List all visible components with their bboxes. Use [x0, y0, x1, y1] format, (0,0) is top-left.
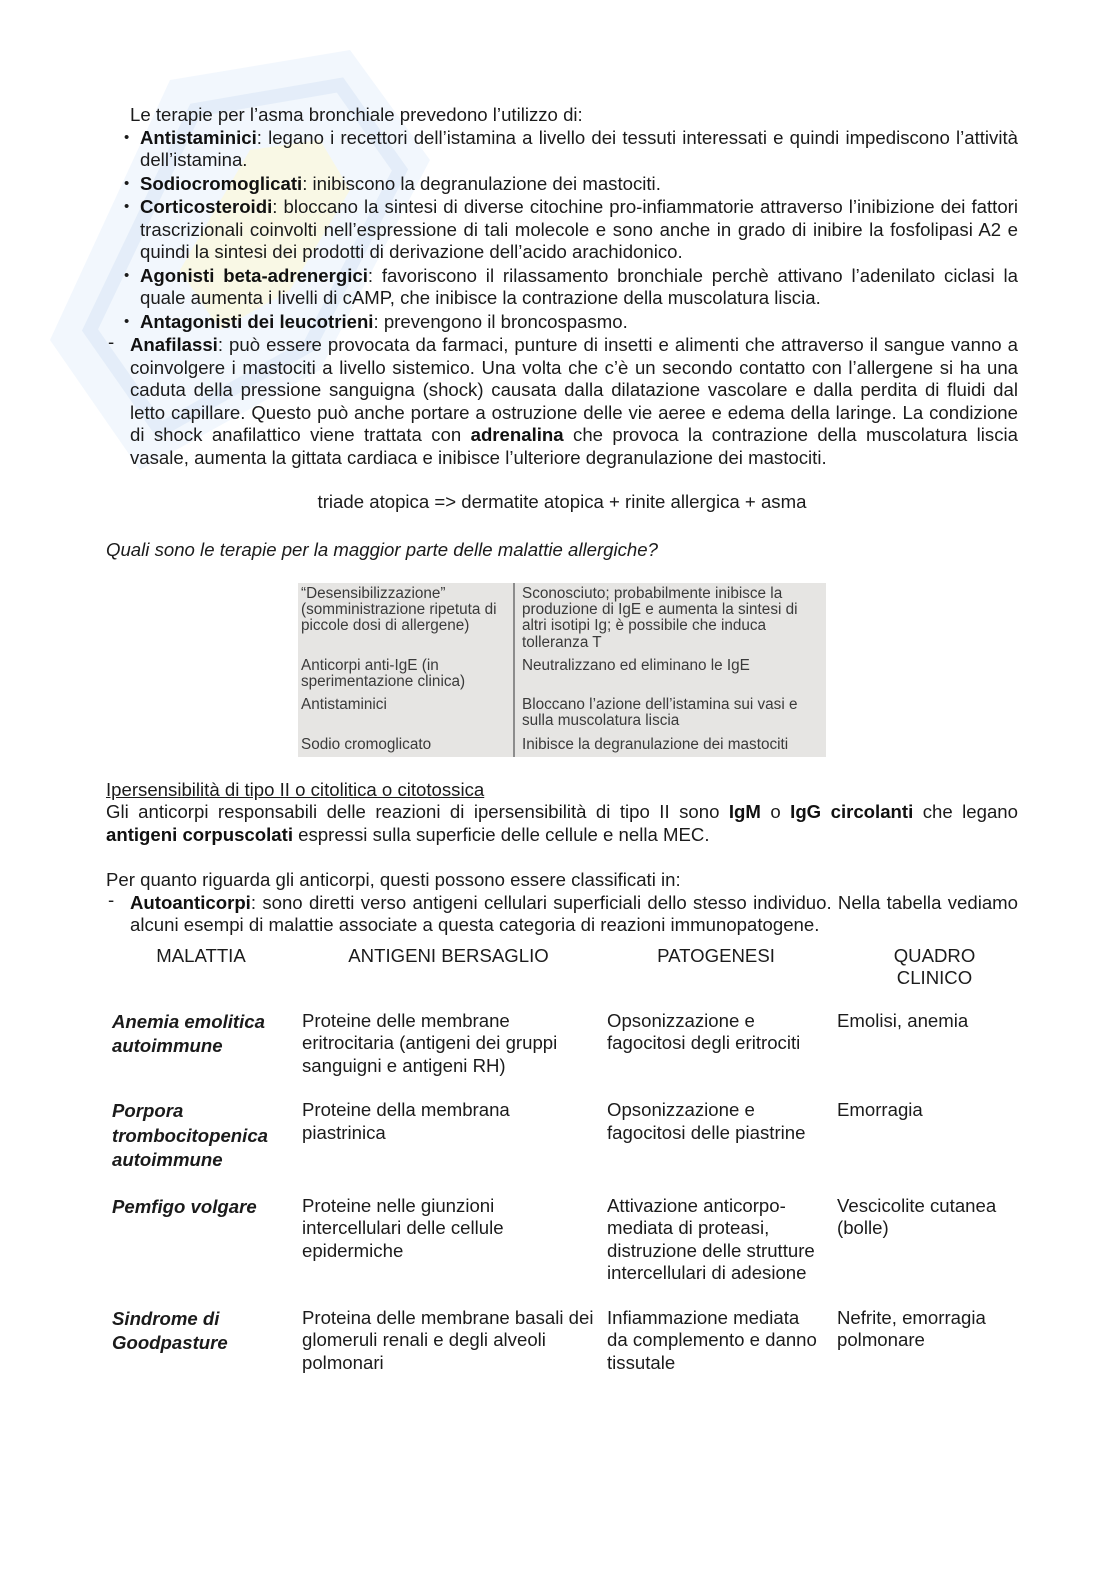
therapy-term: Agonisti beta-adrenergici — [140, 264, 368, 286]
therapy-item — [124, 265, 1018, 310]
disease-pathogenesis: Infiammazione mediata da complemento e danno tissutale — [607, 1306, 817, 1373]
section-paragraph — [106, 801, 1018, 846]
text-span: Gli anticorpi responsabili delle reazioni di ipersensibilità di tipo II sono — [106, 801, 729, 823]
disease-antigen: Proteine nelle giunzioni intercellulari delle cellule epidermiche — [302, 1194, 504, 1261]
asthma-therapy-list — [106, 127, 1018, 334]
mechanism-cell: Sconosciuto; probabilmente inibisce la produzione di IgE e aumenta la sintesi di altri isotipi Ig; è possibile che induca tolleranza T — [514, 583, 826, 655]
table-row — [106, 1004, 1018, 1094]
therapy-item — [124, 127, 1018, 172]
anafilassi-paragraph — [106, 331, 1018, 469]
adrenalina-term: adrenalina — [470, 424, 564, 445]
therapy-text: : legano i recettori dell’istamina a livello dei tessuti interessati e quindi impediscono l’attività dell’istamina. — [140, 126, 1018, 170]
disease-pathogenesis: Opsonizzazione e fagocitosi degli eritrociti — [607, 1009, 801, 1054]
header-antigeni: ANTIGENI BERSAGLIO — [348, 944, 549, 966]
therapy-term: Corticosteroidi — [140, 196, 273, 217]
text-span: che legano — [913, 801, 1018, 823]
header-quadro-clinico: QUADRO CLINICO — [893, 944, 976, 989]
disease-clinical: Vescicolite cutanea (bolle) — [837, 1194, 997, 1239]
table-row — [298, 734, 826, 757]
autoanticorpi-term: Autoanticorpi — [130, 891, 251, 913]
disease-name: Anemia emolitica autoimmune — [112, 1010, 265, 1057]
therapy-cell: Antistaminici — [301, 696, 387, 714]
autoanticorpi-paragraph — [106, 888, 1018, 937]
therapy-item — [124, 196, 1018, 264]
therapy-item — [124, 311, 1018, 334]
disease-name: Sindrome di Goodpasture — [112, 1307, 228, 1354]
antigeni-term: antigeni corpuscolati — [106, 823, 293, 845]
therapy-item — [124, 173, 1018, 196]
therapy-text: : inibiscono la degranulazione dei mastociti. — [302, 172, 661, 194]
anafilassi-term: Anafilassi — [130, 334, 218, 355]
table-row — [106, 1301, 1018, 1391]
disease-name: Pemfigo volgare — [112, 1195, 257, 1217]
text-span: o — [760, 801, 791, 823]
disease-pathogenesis: Opsonizzazione e fagocitosi delle piastrine — [607, 1099, 806, 1143]
therapy-cell: “Desensibilizzazione” (somministrazione ripetuta di piccole dosi di allergene) — [301, 585, 497, 635]
table-row — [106, 1093, 1018, 1189]
dash-marker: - — [108, 331, 115, 352]
document-page — [106, 104, 1018, 1390]
allergy-therapy-table — [298, 583, 826, 757]
disease-antigen: Proteine della membrana piastrinica — [302, 1099, 510, 1143]
mechanism-cell: Inibisce la degranulazione dei mastociti — [514, 734, 826, 757]
header-patogenesi: PATOGENESI — [657, 944, 775, 966]
header-malattia: MALATTIA — [156, 944, 246, 966]
section-title: Ipersensibilità di tipo II o citolitica o citotossica — [106, 778, 485, 800]
autoantibody-disease-table — [106, 945, 1018, 1391]
dash-marker: - — [108, 888, 115, 910]
mechanism-cell: Bloccano l’azione dell’istamina sui vasi e sulla muscolatura liscia — [514, 694, 826, 733]
table-header-row — [106, 945, 1018, 1004]
table-row — [298, 655, 826, 694]
triade-atopica: triade atopica => dermatite atopica + rinite allergica + asma — [317, 491, 807, 512]
anafilassi-text-end: che provoca la contrazione della muscolatura liscia vasale, aumenta la gittata cardiaca e inibisce l’ulteriore degranulazione dei mastociti. — [130, 424, 1018, 468]
igm-term: IgM — [728, 801, 761, 823]
question-heading: Quali sono le terapie per la maggior parte delle malattie allergiche? — [106, 538, 658, 560]
therapy-term: Antistaminici — [140, 126, 257, 148]
disease-clinical: Emorragia — [837, 1099, 923, 1121]
therapy-cell: Sodio cromoglicato — [301, 735, 432, 753]
therapy-term: Antagonisti dei leucotrieni — [140, 310, 374, 332]
classification-intro: Per quanto riguarda gli anticorpi, questi possono essere classificati in: — [106, 869, 681, 891]
text-span: espressi sulla superficie delle cellule e nella MEC. — [293, 823, 710, 845]
disease-pathogenesis: Attivazione anticorpo-mediata di proteasi, distruzione delle strutture intercellulari di adesione — [607, 1194, 815, 1284]
disease-clinical: Nefrite, emorragia polmonare — [837, 1306, 986, 1351]
therapy-text: : favoriscono il rilassamento bronchiale perchè attivano l’adenilato ciclasi la quale aumenta i livelli di cAMP, che inibisce la contrazione della muscolatura liscia. — [140, 264, 1018, 308]
disease-antigen: Proteina delle membrane basali dei glomeruli renali e degli alveoli polmonari — [302, 1306, 594, 1373]
therapy-term: Sodiocromoglicati — [140, 172, 303, 194]
table-row — [298, 583, 826, 655]
disease-clinical: Emolisi, anemia — [837, 1009, 969, 1031]
therapy-text: : bloccano la sintesi di diverse citochine pro-infiammatorie attraverso l’inibizione dei fattori trascrizionali coinvolti nell’espressione di tali molecole e sono anche in grado di inibire la fosfolipasi A2 e quindi la sintesi dei prodotti di derivazione dell’acido arachidonico. — [140, 196, 1018, 262]
igg-term: IgG circolanti — [790, 801, 914, 823]
disease-name: Porpora trombocitopenica autoimmune — [112, 1100, 268, 1171]
autoanticorpi-text: : sono diretti verso antigeni cellulari superficiali dello stesso individuo. Nella tabella vediamo alcuni esempi di malattie associate a questa categoria di reazioni immunopatogene. — [130, 891, 1018, 936]
anafilassi-text: : può essere provocata da farmaci, punture di insetti e alimenti che attraverso il sangue vanno a coinvolgere i mastociti a livello sistemico. Una volta che c’è un secondo contatto con l’allergene si ha una caduta della pressione sanguigna (shock) causata dalla dilatazione vascolare e dalla perdita di fluidi dal letto capillare. Questo può anche portare a ostruzione delle vie aeree e edema della laringe. La condizione di shock anafilattico viene trattata con — [130, 334, 1018, 445]
mechanism-cell: Neutralizzano ed eliminano le IgE — [514, 655, 826, 694]
asthma-intro: Le terapie per l’asma bronchiale prevedono l’utilizzo di: — [130, 104, 583, 125]
disease-antigen: Proteine delle membrane eritrocitaria (antigeni dei gruppi sanguigni e antigeni RH) — [302, 1009, 558, 1076]
therapy-text: : prevengono il broncospasmo. — [373, 310, 628, 332]
therapy-cell: Anticorpi anti-IgE (in sperimentazione clinica) — [301, 656, 466, 691]
table-row — [298, 694, 826, 733]
table-row — [106, 1189, 1018, 1301]
